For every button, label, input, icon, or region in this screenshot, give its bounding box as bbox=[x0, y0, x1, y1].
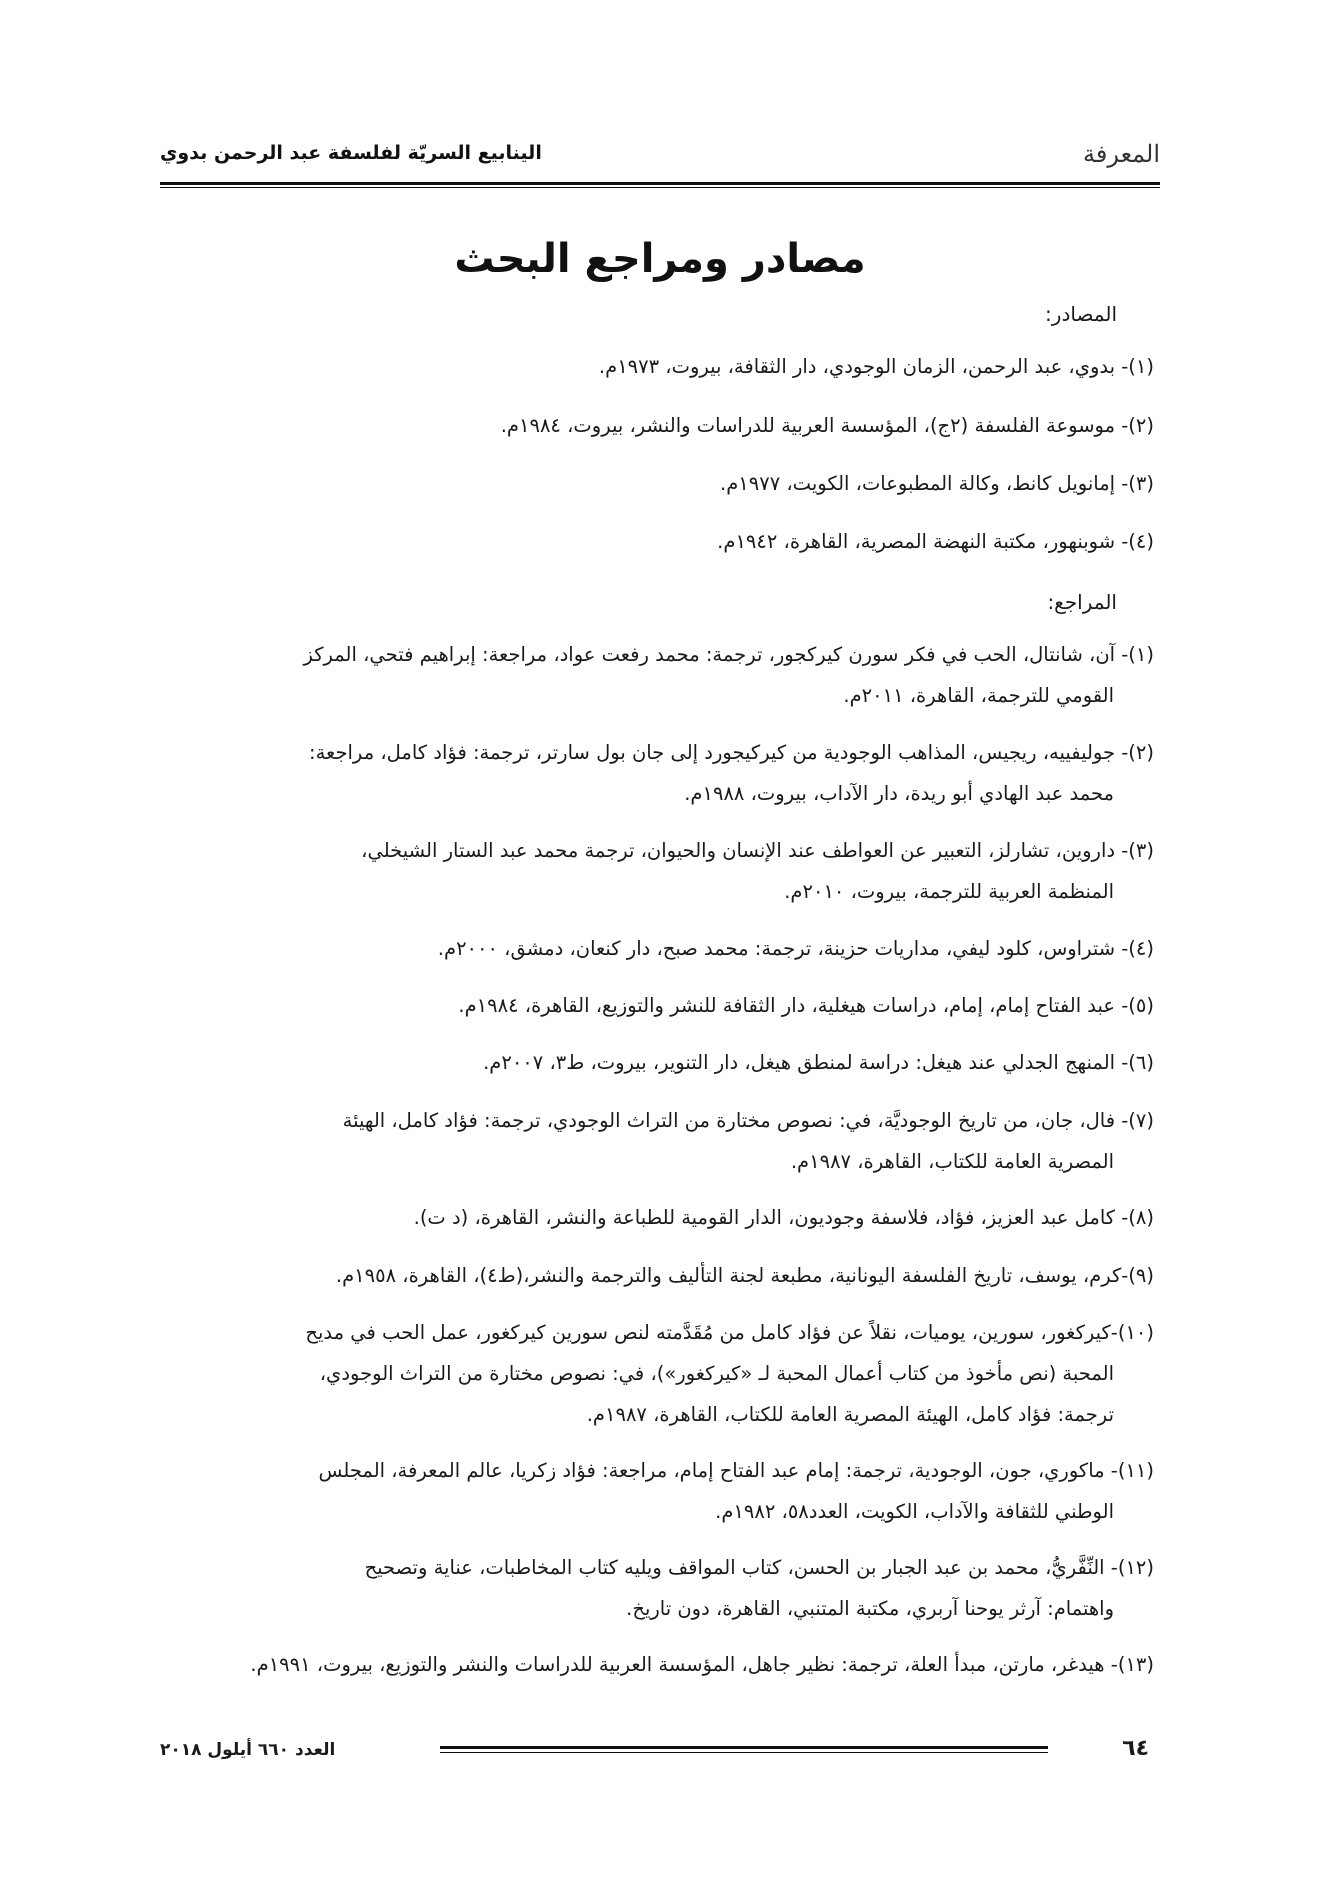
header-rule bbox=[160, 182, 1160, 185]
reference-item bbox=[154, 1644, 1154, 1685]
reference-item bbox=[154, 1312, 1154, 1435]
running-header bbox=[160, 138, 1160, 178]
reference-continuation: القومي للترجمة، القاهرة، ٢٠١١م. bbox=[843, 684, 1114, 707]
reference-item bbox=[154, 732, 1154, 814]
reference-line: (٧)- فال، جان، من تاريخ الوجوديَّة، في: نصوص مختارة من التراث الوجودي، ترجمة: فؤاد كامل، الهيئة bbox=[342, 1109, 1154, 1132]
reference-line: (١)- آن، شانتال، الحب في فكر سورن كيركجور، ترجمة: محمد رفعت عواد، مراجعة: إبراهيم فتحي، المركز bbox=[303, 643, 1154, 666]
sources-label: المصادر: bbox=[1045, 302, 1117, 326]
reference-continuation: المنظمة العربية للترجمة، بيروت، ٢٠١٠م. bbox=[784, 880, 1114, 903]
reference-line: (١٣)- هيدغر، مارتن، مبدأ العلة، ترجمة: نظير جاهل، المؤسسة العربية للدراسات والنشر والتوزيع، بيروت، ١٩٩١م. bbox=[250, 1653, 1154, 1676]
reference-item bbox=[154, 1255, 1154, 1296]
reference-item bbox=[154, 1100, 1154, 1182]
reference-line: (٥)- عبد الفتاح إمام، إمام، دراسات هيغلية، دار الثقافة للنشر والتوزيع، القاهرة، ١٩٨٤م. bbox=[458, 994, 1154, 1017]
issue-info: العدد ٦٦٠ أيلول ٢٠١٨ bbox=[160, 1740, 336, 1760]
source-item: (٢)- موسوعة الفلسفة (٢ج)، المؤسسة العربية للدراسات والنشر، بيروت، ١٩٨٤م. bbox=[500, 414, 1154, 437]
reference-line: (٣)- داروين، تشارلز، التعبير عن العواطف عند الإنسان والحيوان، ترجمة محمد عبد الستار الشيخلي، bbox=[361, 839, 1154, 862]
references-label: المراجع: bbox=[1047, 590, 1117, 614]
reference-item bbox=[154, 830, 1154, 912]
reference-item bbox=[154, 1547, 1154, 1629]
reference-line: (٤)- شتراوس، كلود ليفي، مداريات حزينة، ترجمة: محمد صبح، دار كنعان، دمشق، ٢٠٠٠م. bbox=[437, 937, 1154, 960]
source-item: (٤)- شوبنهور، مكتبة النهضة المصرية، القاهرة، ١٩٤٢م. bbox=[717, 530, 1154, 553]
footer-rule bbox=[440, 1746, 1048, 1749]
journal-logo: المعرفة bbox=[1082, 140, 1160, 168]
reference-continuation: محمد عبد الهادي أبو ريدة، دار الآداب، بيروت، ١٩٨٨م. bbox=[684, 782, 1114, 805]
footer-rule-thin bbox=[440, 1752, 1048, 1753]
reference-line: (٢)- جوليفييه، ريجيس، المذاهب الوجودية من كيركيجورد إلى جان بول سارتر، ترجمة: فؤاد كامل، مراجعة: bbox=[309, 741, 1154, 764]
reference-item bbox=[154, 1197, 1154, 1238]
reference-item bbox=[154, 1042, 1154, 1083]
page-number: ٦٤ bbox=[1122, 1736, 1149, 1761]
reference-line: (٦)- المنهج الجدلي عند هيغل: دراسة لمنطق هيغل، دار التنوير، بيروت، ط٣، ٢٠٠٧م. bbox=[483, 1051, 1154, 1074]
reference-continuation: المصرية العامة للكتاب، القاهرة، ١٩٨٧م. bbox=[790, 1150, 1114, 1173]
reference-continuation: ترجمة: فؤاد كامل، الهيئة المصرية العامة للكتاب، القاهرة، ١٩٨٧م. bbox=[586, 1403, 1114, 1426]
reference-item bbox=[154, 985, 1154, 1026]
reference-item bbox=[154, 928, 1154, 969]
page-title: مصادر ومراجع البحث bbox=[454, 236, 866, 282]
reference-continuation: واهتمام: آرثر يوحنا آربري، مكتبة المتنبي، القاهرة، دون تاريخ. bbox=[626, 1597, 1114, 1620]
reference-line: (٩)-كرم، يوسف، تاريخ الفلسفة اليونانية، مطبعة لجنة التأليف والترجمة والنشر،(ط٤)، القاهرة، ١٩٥٨م. bbox=[335, 1264, 1154, 1287]
source-item: (٣)- إمانويل كانط، وكالة المطبوعات، الكويت، ١٩٧٧م. bbox=[720, 472, 1154, 495]
reference-item bbox=[154, 1450, 1154, 1532]
reference-continuation: الوطني للثقافة والآداب، الكويت، العدد٥٨، ١٩٨٢م. bbox=[715, 1500, 1114, 1523]
reference-line: (١١)- ماكوري، جون، الوجودية، ترجمة: إمام عبد الفتاح إمام، مراجعة: فؤاد زكريا، عالم المعرفة، المجلس bbox=[318, 1459, 1154, 1482]
source-item: (١)- بدوي، عبد الرحمن، الزمان الوجودي، دار الثقافة، بيروت، ١٩٧٣م. bbox=[598, 355, 1154, 378]
reference-line: (١٠)-كيركغور، سورين، يوميات، نقلاً عن فؤاد كامل من مُقَدَّمته لنص سورين كيركغور، عمل الحب في مديح bbox=[305, 1321, 1154, 1344]
reference-line: (٨)- كامل عبد العزيز، فؤاد، فلاسفة وجوديون، الدار القومية للطباعة والنشر، القاهرة، (د ت). bbox=[413, 1206, 1154, 1229]
reference-line: (١٢)- النِّفَّريُّ، محمد بن عبد الجبار بن الحسن، كتاب المواقف ويليه كتاب المخاطبات، عناية وتصحيح bbox=[364, 1556, 1154, 1579]
article-running-title: الينابيع السريّة لفلسفة عبد الرحمن بدوي bbox=[160, 142, 542, 164]
header-rule-thin bbox=[160, 187, 1160, 188]
reference-item bbox=[154, 634, 1154, 716]
reference-continuation: المحبة (نص مأخوذ من كتاب أعمال المحبة لـ «كيركغور»)، في: نصوص مختارة من التراث الوجودي، bbox=[319, 1362, 1114, 1385]
